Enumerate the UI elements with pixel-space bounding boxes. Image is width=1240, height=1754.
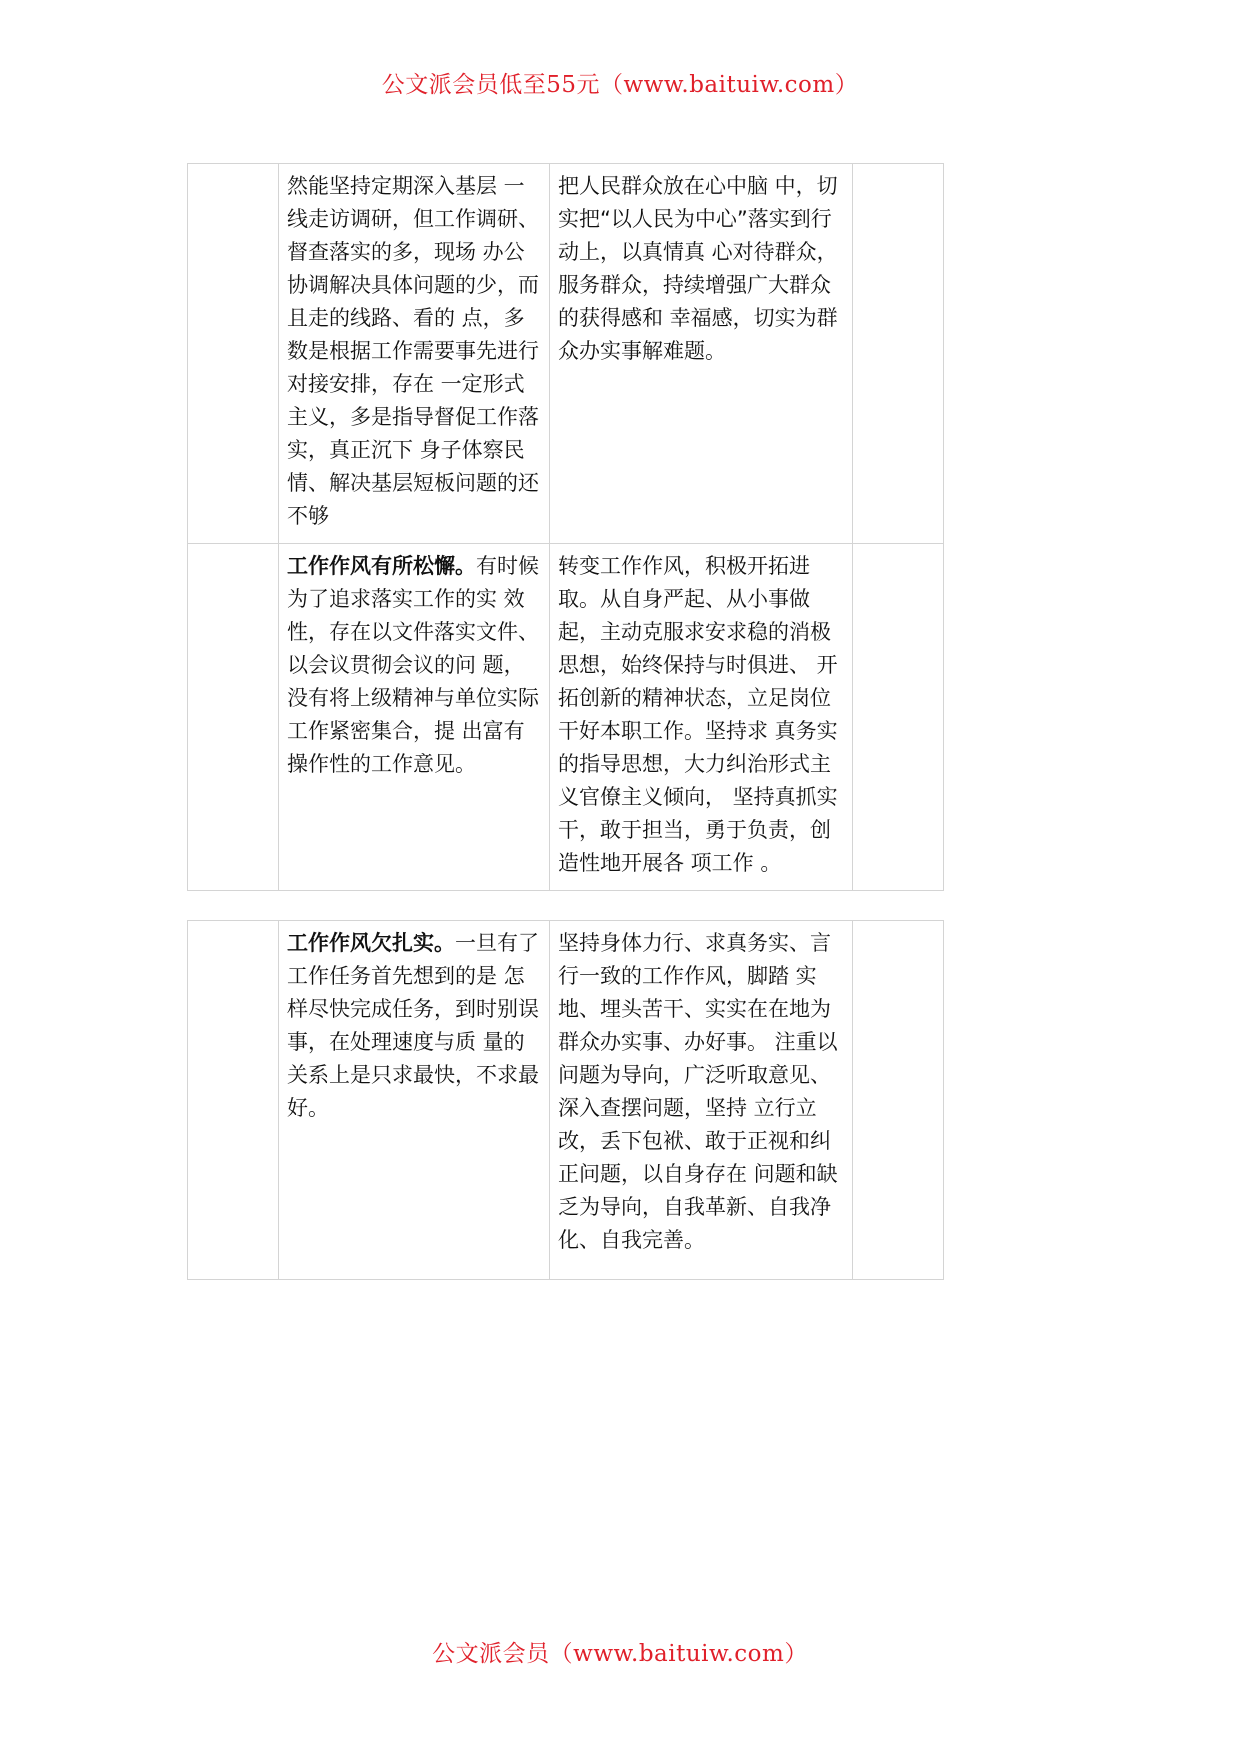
problem-cell [279,544,550,891]
problem-cell [279,164,550,544]
empty-cell [188,921,279,1280]
measure-text: 把人民群众放在心中脑 中，切实把“以人民为中心”落实到行动上，以真情真 心对待群众，服务群众，持续增强广大群众的获得感和 幸福感，切实为群众办实事解难题。 [558,174,838,363]
footer-watermark: 公文派会员（www.baituiw.com） [432,1641,808,1667]
problem-text: 然能坚持定期深入基层 一线走访调研，但工作调研、督查落实的多，现场 办公协调解决具体问题的少，而且走的线路、看的 点，多数是根据工作需要事先进行对接安排，存在 一定形式主义，多是指导督促工作落实，真正沉下 身子体察民情、解决基层短板问题的还不够 [287,174,539,528]
header-watermark: 公文派会员低至55元（www.baituiw.com） [381,72,859,98]
empty-cell [188,164,279,544]
measures-table-1 [187,163,944,891]
empty-cell [853,921,944,1280]
problem-heading: 工作作风有所松懈。 [287,554,476,578]
measure-cell [550,164,853,544]
measures-table-2 [187,920,944,1280]
empty-cell [188,544,279,891]
table-row [188,544,944,891]
empty-cell [853,164,944,544]
measure-text: 转变工作作风，积极开拓进取。从自身严起、从小事做起，主动克服求安求稳的消极思想，始终保持与时俱进、 开拓创新的精神状态，立足岗位干好本职工作。坚持求 真务实的指导思想，大力纠治形式主义官僚主义倾向， 坚持真抓实干，敢于担当，勇于负责，创造性地开展各 项工作 。 [558,554,838,875]
problem-cell [279,921,550,1280]
table-row [188,921,944,1280]
problem-text: 一旦有了工作任务首先想到的是 怎样尽快完成任务，到时别误事，在处理速度与质 量的关系上是只求最快，不求最好。 [287,931,539,1120]
table-row [188,164,944,544]
empty-cell [853,544,944,891]
problem-heading: 工作作风欠扎实。 [287,931,455,955]
measure-text: 坚持身体力行、求真务实、言行一致的工作作风，脚踏 实地、埋头苦干、实实在在地为群众办实事、办好事。 注重以问题为导向，广泛听取意见、深入查摆问题，坚持 立行立改，丢下包袱、敢于正视和纠正问题，以自身存在 问题和缺乏为导向，自我革新、自我净化、自我完善。 [558,931,838,1252]
measure-cell [550,921,853,1280]
measure-cell [550,544,853,891]
problem-text: 有时候为了追求落实工作的实 效性，存在以文件落实文件、以会议贯彻会议的问 题，没有将上级精神与单位实际工作紧密集合，提 出富有操作性的工作意见。 [287,554,539,776]
